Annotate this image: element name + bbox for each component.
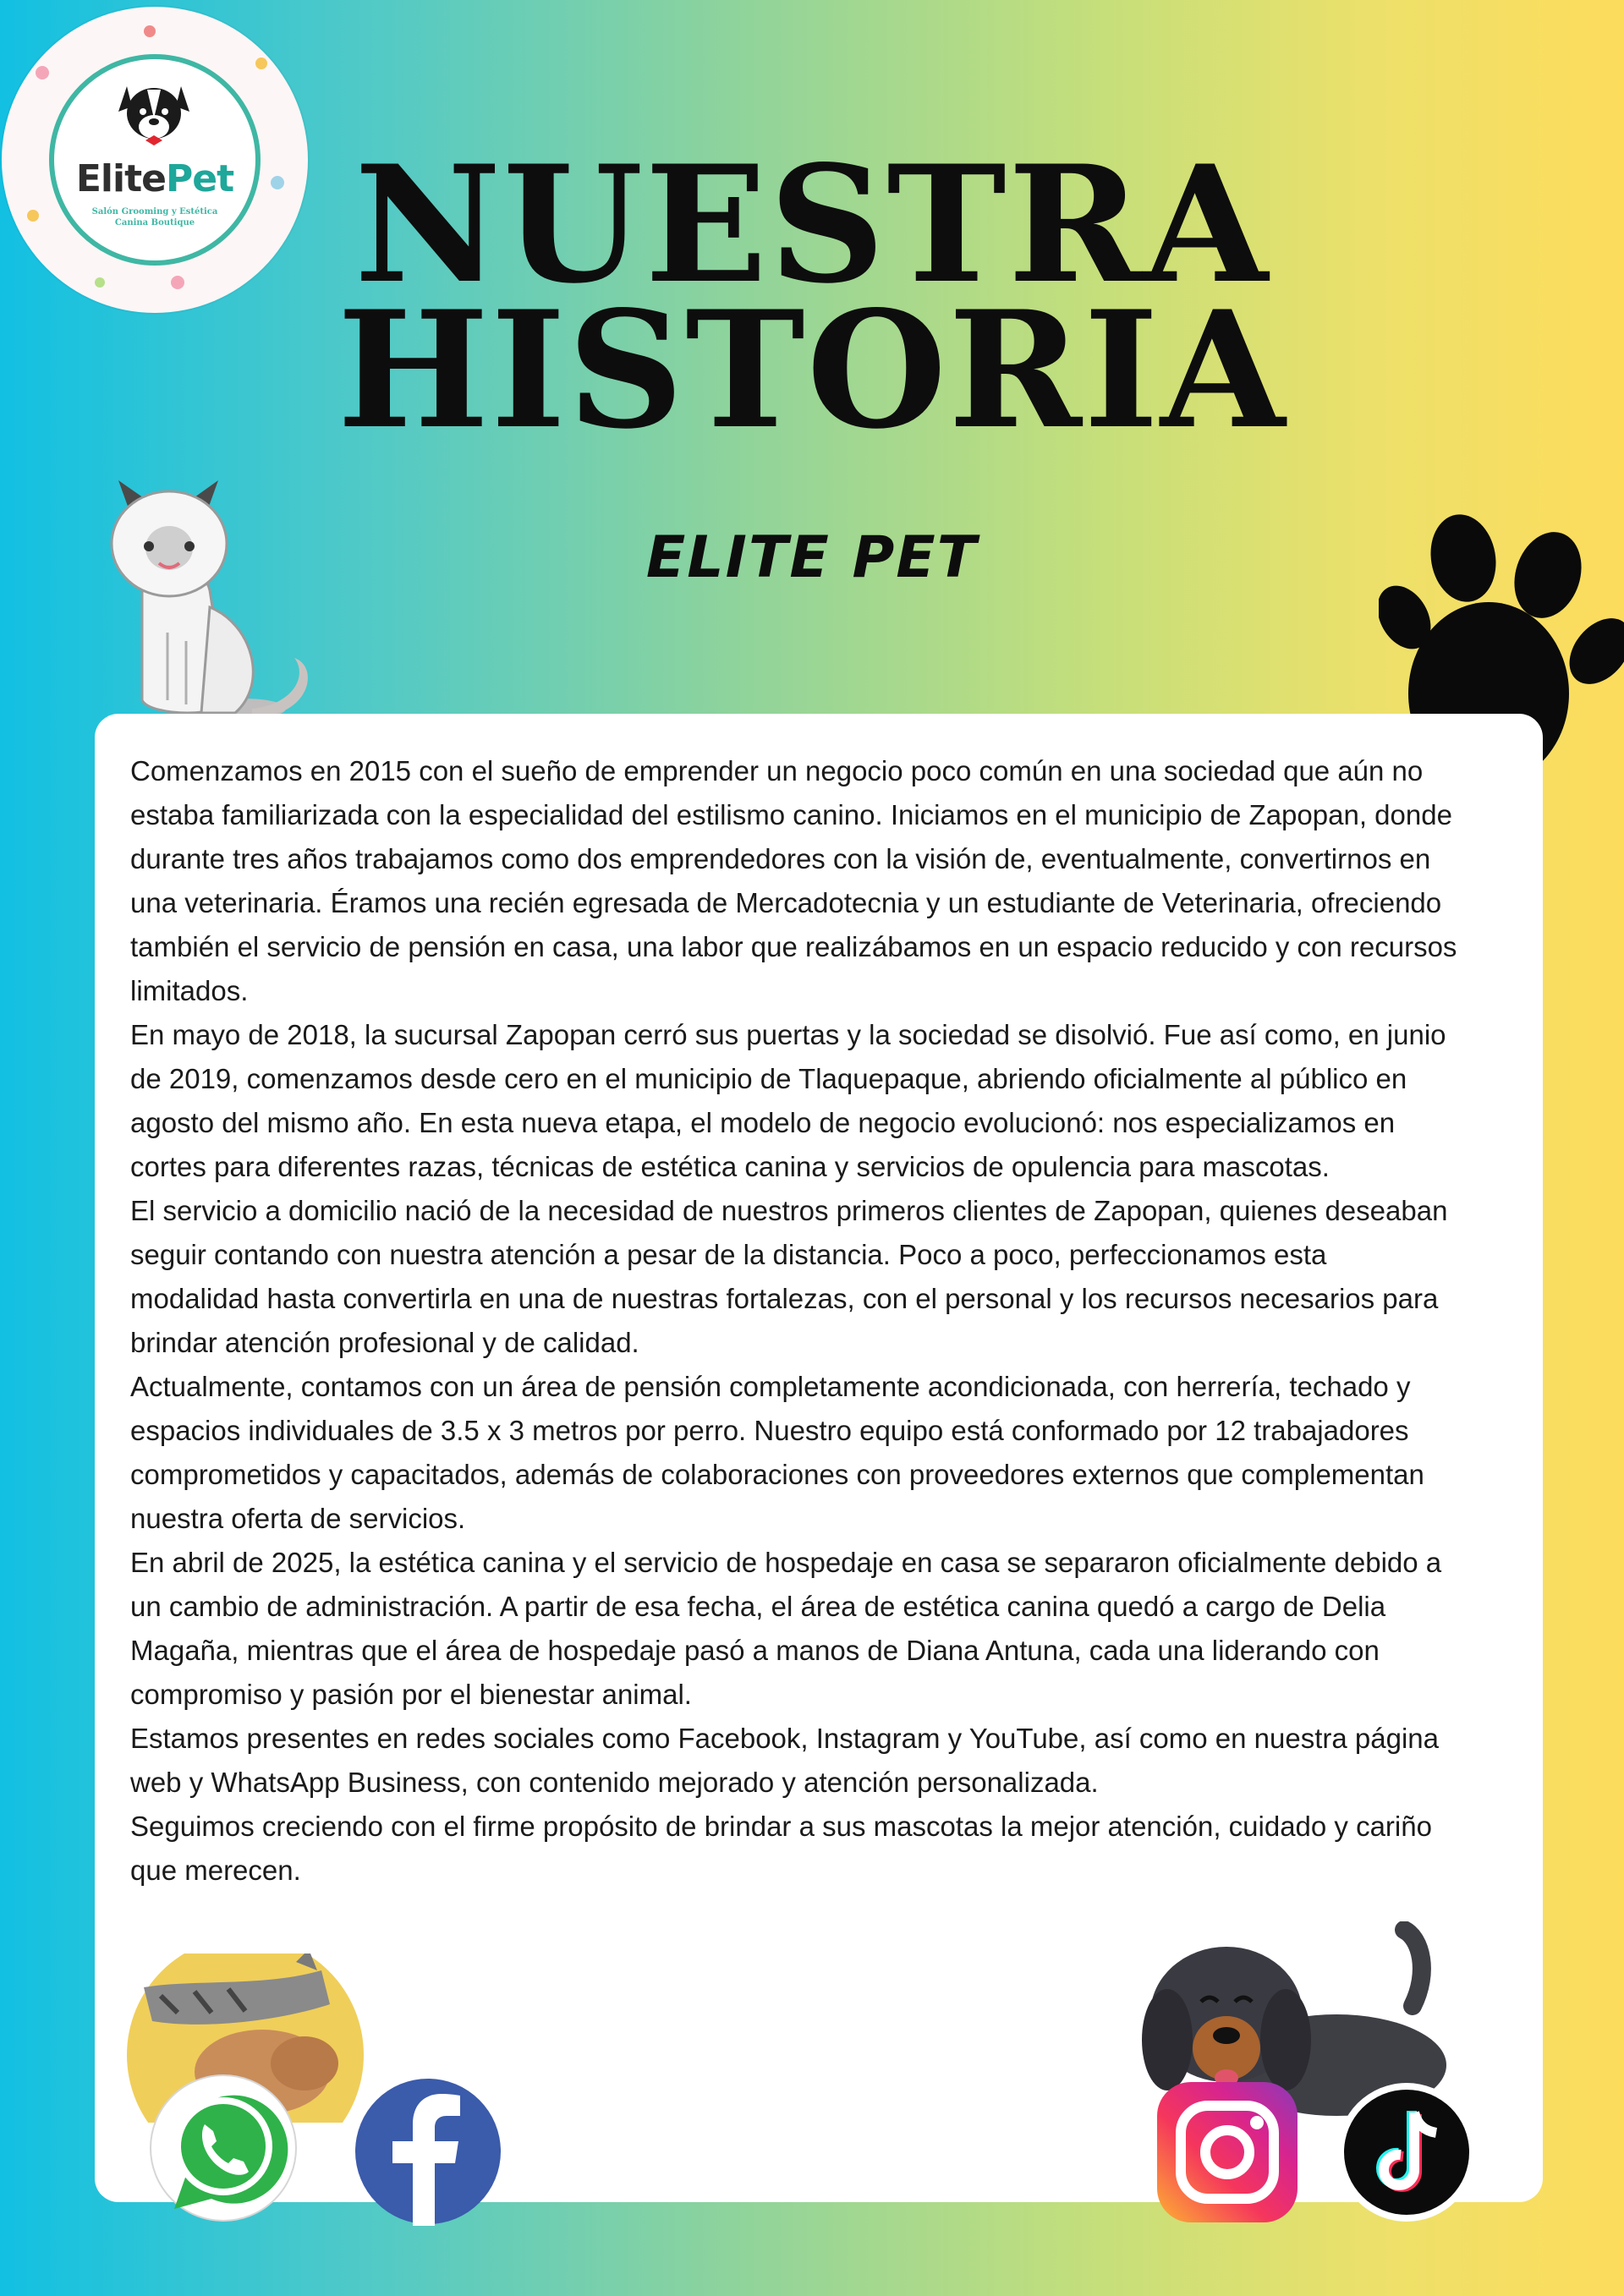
tiktok-icon[interactable] [1336,2082,1477,2222]
story-paragraph: Actualmente, contamos con un área de pensión completamente acondicionada, con herrería, techado y espacios individuales de 3.5 x 3 metros por perro. Nuestro equipo está conformado por 12 trabajadores comprometidos y capacitados, además de colaboraciones con proveedores externos que complementan nuestra oferta de servicios. [130,1371,1424,1534]
story-paragraph: En abril de 2025, la estética canina y el servicio de hospedaje en casa se separaron oficialmente debido a un cambio de administración. A partir de esa fecha, el área de estética canina quedó a cargo de Delia Magaña, mientras que el área de hospedaje pasó a manos de Diana Antuna, cada una liderando con compromiso y pasión por el bienestar animal. [130,1547,1442,1710]
dog-face-icon [112,78,196,149]
story-paragraph: El servicio a domicilio nació de la necesidad de nuestros primeros clientes de Zapopan, quienes deseaban seguir contando con nuestra atención a pesar de la distancia. Poco a poco, perfeccionamos esta modalidad hasta convertirla en una de nuestras fortalezas, con el personal y los recursos necesarios para brindar atención profesional y de calidad. [130,1195,1448,1358]
elite-pet-logo [2,7,308,313]
logo-tagline: Salón Grooming y Estética Canina Boutique [91,207,218,227]
story-paragraph: Comenzamos en 2015 con el sueño de emprender un negocio poco común en una sociedad que aún no estaba familiarizada con la especialidad del estilismo canino. Iniciamos en el municipio de Zapopan, donde durante tres años trabajamos como dos emprendedores con la visión de, eventualmente, convertirnos en una veterinaria. Éramos una recién egresada de Mercadotecnia y un estudiante de Veterinaria, ofreciendo también el servicio de pensión en casa, una labor que realizábamos en un espacio reducido y con recursos limitados. [130,755,1457,1006]
page-title [288,130,1336,464]
logo-wordmark: ElitePet [75,157,234,200]
page-subtitle: ELITE PET [645,524,979,591]
story-paragraph: Estamos presentes en redes sociales como Facebook, Instagram y YouTube, así como en nuestra página web y WhatsApp Business, con contenido mejorado y atención personalizada. [130,1723,1439,1798]
whatsapp-icon[interactable] [149,2074,298,2222]
title-line-2: HISTORIA [337,276,1287,464]
story-text [130,749,1458,1893]
facebook-icon[interactable] [354,2077,502,2226]
title-line-1: NUESTRA [354,130,1270,319]
cat-illustration [108,463,328,726]
story-paragraph: En mayo de 2018, la sucursal Zapopan cerró sus puertas y la sociedad se disolvió. Fue así como, en junio de 2019, comenzamos desde cero en el municipio de Tlaquepaque, abriendo oficialmente al público en agosto del mismo año. En esta nueva etapa, el modelo de negocio evolucionó: nos especializamos en cortes para diferentes razas, técnicas de estética canina y servicios de opulencia para mascotas. [130,1019,1446,1182]
instagram-icon[interactable] [1157,2082,1298,2222]
story-paragraph: Seguimos creciendo con el firme propósito de brindar a sus mascotas la mejor atención, cuidado y cariño que merecen. [130,1811,1432,1886]
